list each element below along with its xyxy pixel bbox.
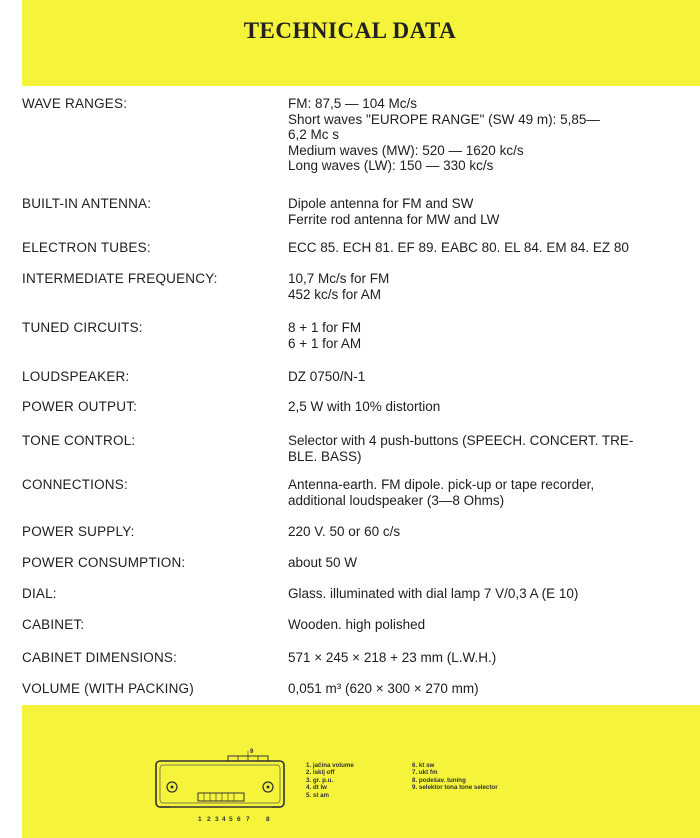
spec-value-line: 0,051 m³ (620 × 300 × 270 mm) [288,681,479,696]
spec-value-line: Glass. illuminated with dial lamp 7 V/0,3 A (E 10) [288,586,579,601]
spec-label: CONNECTIONS: [22,477,128,492]
diagram-number-4: 4 [222,816,226,823]
spec-value-line: FM: 87,5 — 104 Mc/s [288,96,418,111]
spec-value-line: additional loudspeaker (3—8 Ohms) [288,492,505,508]
spec-value [288,369,696,385]
legend-row [306,784,498,791]
spec-value-line: Selector with 4 push-buttons (SPEECH. CONCERT. TRE- [288,433,634,448]
spec-value [288,617,696,633]
spec-value [288,586,696,602]
spec-value [288,477,696,508]
keyboard-buttons [198,793,244,801]
spec-value [288,524,696,540]
spec-value-line: 6 + 1 for AM [288,335,362,351]
spec-label: CABINET DIMENSIONS: [22,650,178,665]
spec-label: DIAL: [22,586,57,601]
spec-label: TUNED CIRCUITS: [22,320,143,335]
diagram-legend [306,762,498,799]
spec-value-line: DZ 0750/N-1 [288,369,366,384]
cabinet-inner-outline [160,765,280,803]
spec-value-line: 452 kc/s for AM [288,286,382,302]
spec-value-line: Antenna-earth. FM dipole. pick-up or tape recorder, [288,477,595,492]
spec-value-line: Long waves (LW): 150 — 330 kc/s [288,158,494,173]
spec-value-line: 10,7 Mc/s for FM [288,271,390,286]
legend-row [306,769,498,776]
diagram-number-2: 2 [207,816,211,823]
legend-row [306,777,498,784]
spec-label: POWER SUPPLY: [22,524,135,539]
spec-value-line: BLE. BASS) [288,448,362,464]
diagram-number-6: 6 [237,816,241,823]
spec-label: WAVE RANGES: [22,96,128,111]
spec-label: BUILT-IN ANTENNA: [22,196,152,211]
diagram-number-1: 1 [198,816,202,823]
diagram-number-8: 8 [266,816,270,823]
spec-value-line: 2,5 W with 10% distortion [288,399,441,414]
spec-value-line: ECC 85. ECH 81. EF 89. EABC 80. EL 84. EM 84. EZ 80 [288,240,629,255]
right-knob-center [267,786,270,789]
diagram-number-3: 3 [215,816,219,823]
spec-value [288,650,696,666]
spec-value-line: 6,2 Mc s [288,127,340,142]
spec-value [288,96,696,174]
spec-value [288,681,696,697]
legend-entry: 1. jačina volume [306,762,354,769]
spec-value [288,399,696,415]
legend-entry: 3. gr. p.u. [306,776,334,784]
legend-entry: 9. selektor tona tone selector [412,784,498,792]
spec-value-line: Ferrite rod antenna for MW and LW [288,211,500,227]
spec-label: LOUDSPEAKER: [22,369,130,384]
spec-value-line: Medium waves (MW): 520 — 1620 kc/s [288,142,524,158]
spec-value [288,320,696,351]
left-knob-center [171,786,174,789]
spec-label: ELECTRON TUBES: [22,240,151,255]
legend-entry: 4. dt lw [306,784,327,792]
spec-label: CABINET: [22,617,85,632]
spec-value [288,433,696,464]
legend-entry: 5. st am [306,791,330,799]
spec-value-line: Dipole antenna for FM and SW [288,196,474,211]
diagram-number-9: 9 [250,749,254,755]
spec-value-line: Short waves "EUROPE RANGE" (SW 49 m): 5,85— [288,111,600,127]
legend-entry: 7. ukt fm [412,769,438,777]
legend-row [306,792,498,799]
legend-entry: 2. isklj off [306,769,335,777]
spec-label: INTERMEDIATE FREQUENCY: [22,271,218,286]
spec-label: VOLUME (WITH PACKING) [22,681,194,696]
radio-front-diagram [152,745,302,825]
legend-row [306,762,498,769]
legend-entry: 8. podešav. tuning [412,776,466,784]
spec-value-line: Wooden. high polished [288,617,426,632]
spec-label: TONE CONTROL: [22,433,136,448]
spec-value [288,271,696,302]
spec-value-line: 571 × 245 × 218 + 23 mm (L.W.H.) [288,650,497,665]
diagram-number-7: 7 [246,816,250,823]
spec-label: POWER OUTPUT: [22,399,138,414]
spec-label: POWER CONSUMPTION: [22,555,186,570]
spec-value-line: 8 + 1 for FM [288,320,362,335]
spec-value [288,555,696,571]
page-title: TECHNICAL DATA [243,18,457,43]
spec-value-line: about 50 W [288,555,358,570]
spec-value-line: 220 V. 50 or 60 c/s [288,524,401,539]
footer-band [22,705,700,838]
legend-entry: 6. kt sw [412,762,435,769]
spec-value [288,240,696,256]
spec-value [288,196,696,227]
diagram-number-5: 5 [229,816,233,823]
